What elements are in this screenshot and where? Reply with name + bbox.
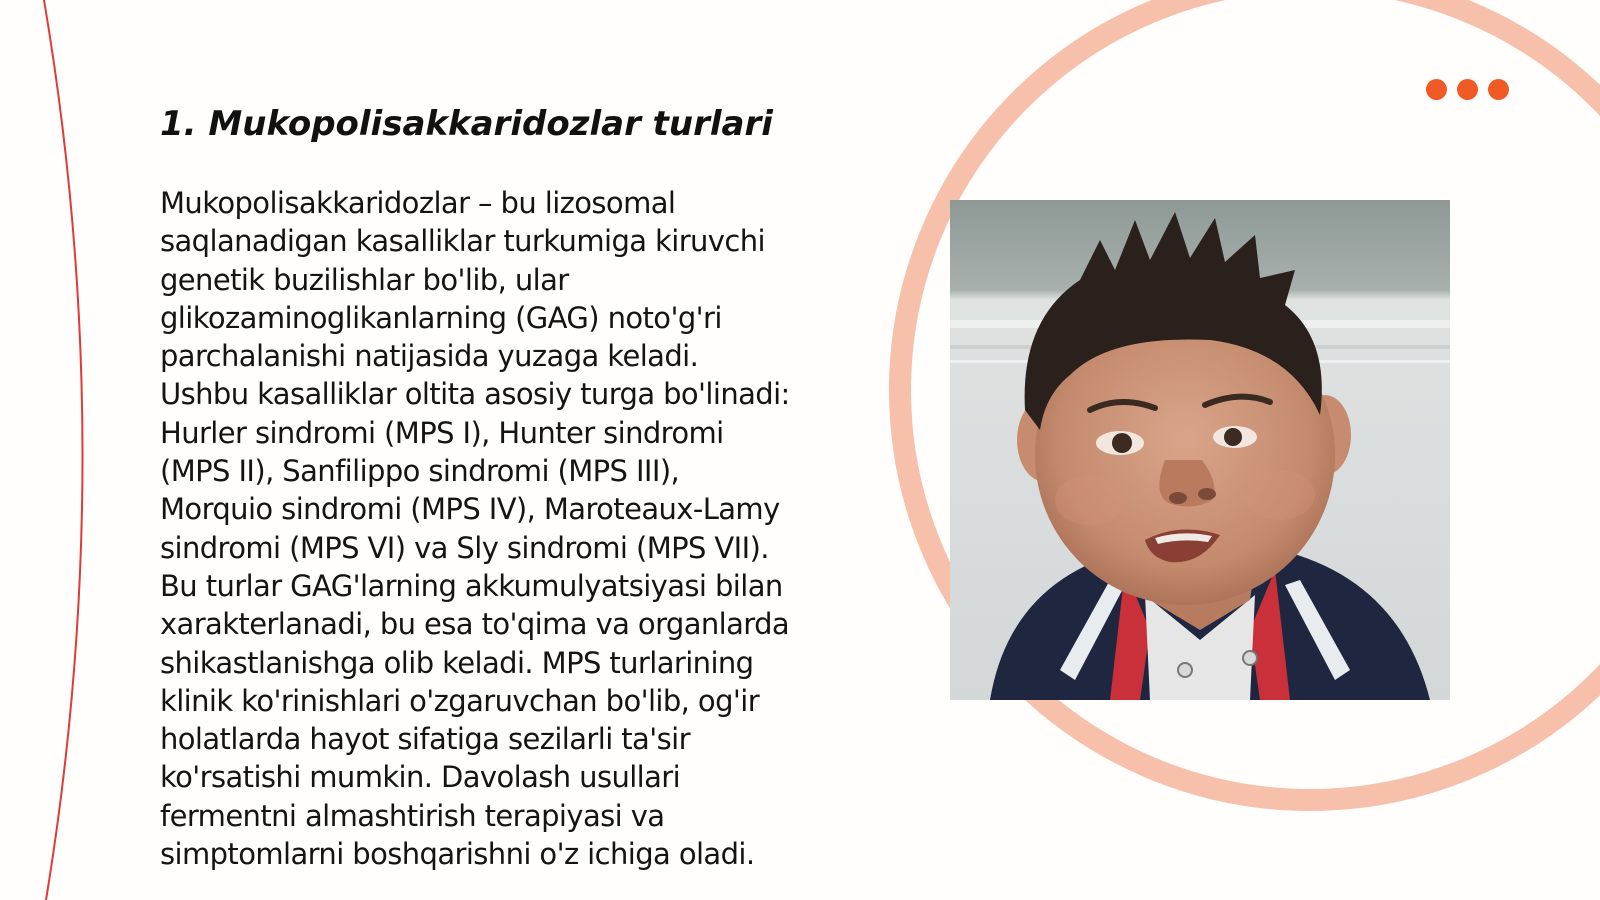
body-line: Hurler sindromi (MPS I), Hunter sindromi bbox=[160, 415, 724, 450]
dot-icon bbox=[1457, 79, 1478, 100]
slide-title: 1. Mukopolisakkaridozlar turlari bbox=[160, 104, 773, 144]
body-line: saqlanadigan kasalliklar turkumiga kiruvchi bbox=[160, 224, 765, 259]
body-line: (MPS II), Sanfilippo sindromi (MPS III), bbox=[160, 454, 680, 489]
body-line: klinik ko'rinishlari o'zgaruvchan bo'lib, og'ir bbox=[160, 683, 760, 718]
body-line: Morquio sindromi (MPS IV), Maroteaux-Lamy bbox=[160, 492, 780, 527]
body-line: holatlarda hayot sifatiga sezilarli ta'sir bbox=[160, 722, 690, 757]
body-line: parchalanishi natijasida yuzaga keladi. bbox=[160, 339, 699, 374]
photo-illustration bbox=[950, 200, 1450, 700]
body-line: genetik buzilishlar bo'lib, ular bbox=[160, 262, 569, 297]
body-line: simptomlarni boshqarishni o'z ichiga oladi. bbox=[160, 837, 755, 872]
body-line: ko'rsatishi mumkin. Davolash usullari bbox=[160, 760, 681, 795]
more-dots-icon bbox=[1426, 79, 1510, 101]
body-line: fermentni almashtirish terapiyasi va bbox=[160, 798, 665, 833]
body-line: glikozaminoglikanlarning (GAG) noto'g'ri bbox=[160, 300, 722, 335]
body-line: Bu turlar GAG'larning akkumulyatsiyasi bilan bbox=[160, 568, 783, 603]
left-curve-line bbox=[44, 0, 83, 900]
body-line: sindromi (MPS VI) va Sly sindromi (MPS VII). bbox=[160, 530, 769, 565]
body-line: Ushbu kasalliklar oltita asosiy turga bo'linadi: bbox=[160, 377, 790, 412]
body-paragraph bbox=[160, 184, 850, 873]
body-line: shikastlanishga olib keladi. MPS turlarining bbox=[160, 645, 754, 680]
child-portrait-photo bbox=[950, 200, 1450, 700]
body-line: Mukopolisakkaridozlar – bu lizosomal bbox=[160, 186, 676, 220]
dot-icon bbox=[1426, 79, 1447, 100]
body-line: xarakterlanadi, bu esa to'qima va organlarda bbox=[160, 607, 790, 642]
dot-icon bbox=[1488, 79, 1509, 100]
